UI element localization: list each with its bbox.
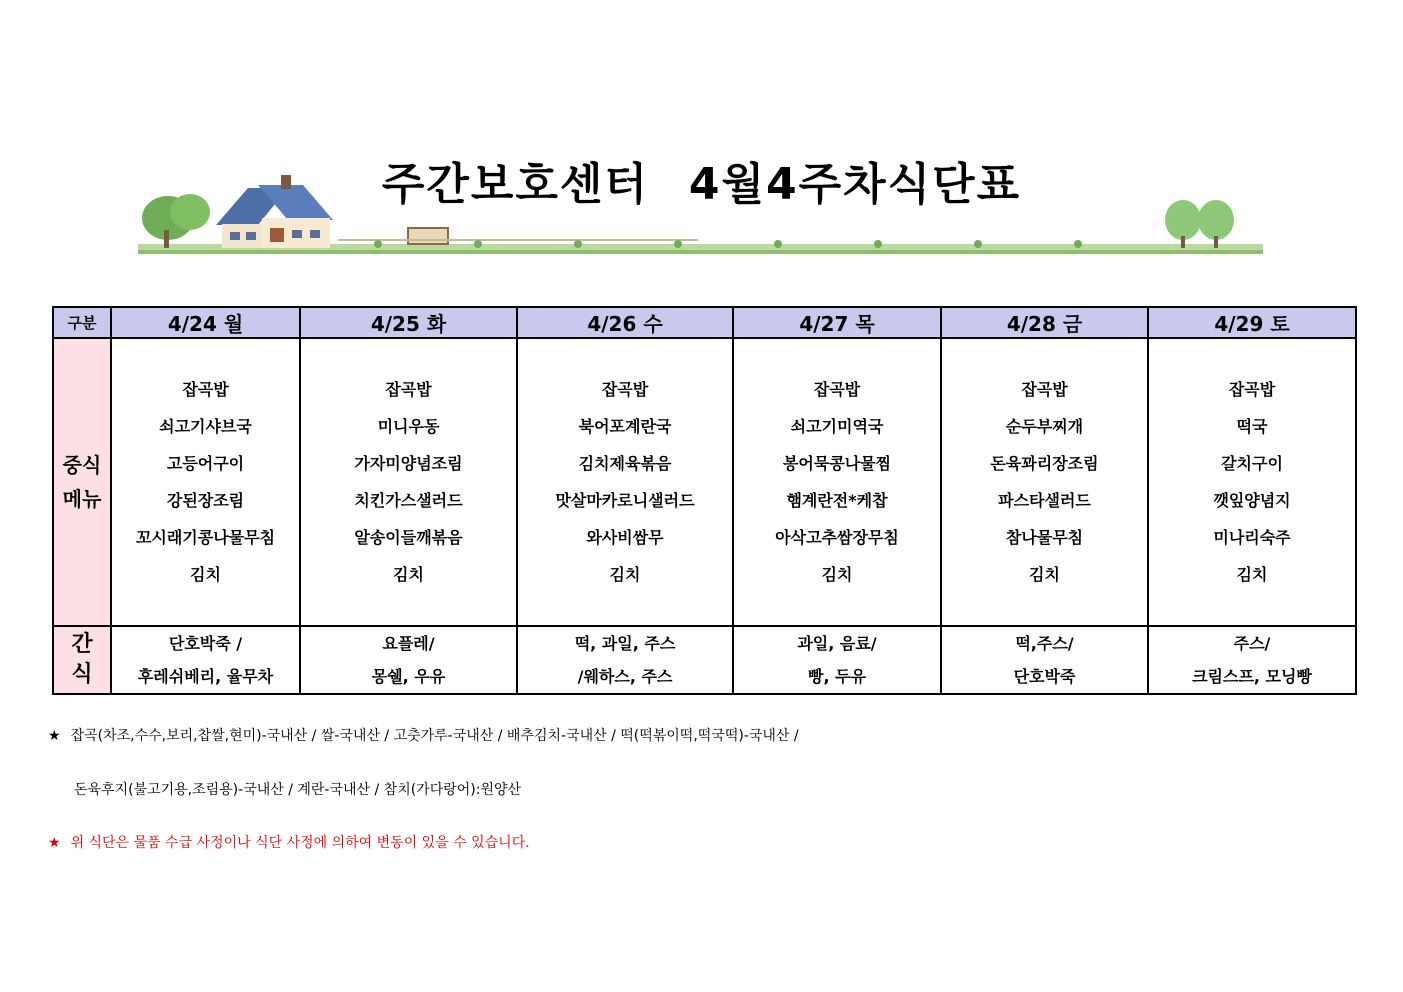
header-label: 구분: [53, 307, 111, 338]
origin-note-2: 돈육후지(불고기용,조림용)-국내산 / 계란-국내산 / 참치(가다랑어):원양산: [74, 782, 522, 798]
star-icon: ★: [48, 728, 61, 744]
lunch-cell: 잡곡밥 미니우동 가자미양념조림 치킨가스샐러드 알송이들깨볶음 김치: [300, 338, 517, 626]
lunch-cell: 잡곡밥 떡국 갈치구이 깻잎양념지 미나리숙주 김치: [1148, 338, 1356, 626]
snack-cell: 떡, 과일, 주스 /웨하스, 주스: [517, 626, 733, 694]
snack-cell: 단호박죽 / 후레쉬베리, 율무차: [111, 626, 300, 694]
lunch-cell: 잡곡밥 순두부찌개 돈육꽈리장조림 파스타샐러드 참나물무침 김치: [941, 338, 1148, 626]
snack-row: [53, 626, 1356, 694]
change-warning-note: ★ 위 식단은 물품 수급 사정이나 식단 사정에 의하여 변동이 있을 수 있습니다.: [48, 835, 530, 851]
star-icon: ★: [48, 835, 61, 851]
snack-cell: 주스/ 크림스프, 모닝빵: [1148, 626, 1356, 694]
day-header: 4/26 수: [517, 307, 733, 338]
snack-cell: 요플레/ 몽쉘, 우유: [300, 626, 517, 694]
lunch-cell: 잡곡밥 쇠고기미역국 봉어묵콩나물찜 햄계란전*케찹 아삭고추쌈장무침 김치: [733, 338, 941, 626]
day-header: 4/29 토: [1148, 307, 1356, 338]
snack-label: 간 식: [53, 626, 111, 694]
day-header: 4/24 월: [111, 307, 300, 338]
day-header: 4/28 금: [941, 307, 1148, 338]
title-week: 4월4주차식단표: [688, 159, 1022, 210]
snack-cell: 과일, 음료/ 빵, 두유: [733, 626, 941, 694]
day-header: 4/27 목: [733, 307, 941, 338]
lunch-cell: 잡곡밥 쇠고기샤브국 고등어구이 강된장조림 꼬시래기콩나물무침 김치: [111, 338, 300, 626]
snack-cell: 떡,주스/ 단호박죽: [941, 626, 1148, 694]
lunch-row: [53, 338, 1356, 626]
header-row: [53, 307, 1356, 338]
page-title: [0, 148, 1403, 212]
origin-note-1: ★ 잡곡(차조,수수,보리,찹쌀,현미)-국내산 / 쌀-국내산 / 고춧가루-국내산 / 배추김치-국내산 / 떡(떡볶이떡,떡국떡)-국내산 /: [48, 728, 799, 744]
title-center-name: 주간보호센터: [381, 159, 649, 210]
lunch-label: 중식 메뉴: [53, 338, 111, 626]
weekly-menu-table: [52, 306, 1357, 695]
lunch-cell: 잡곡밥 북어포계란국 김치제육볶음 맛살마카로니샐러드 와사비쌈무 김치: [517, 338, 733, 626]
day-header: 4/25 화: [300, 307, 517, 338]
